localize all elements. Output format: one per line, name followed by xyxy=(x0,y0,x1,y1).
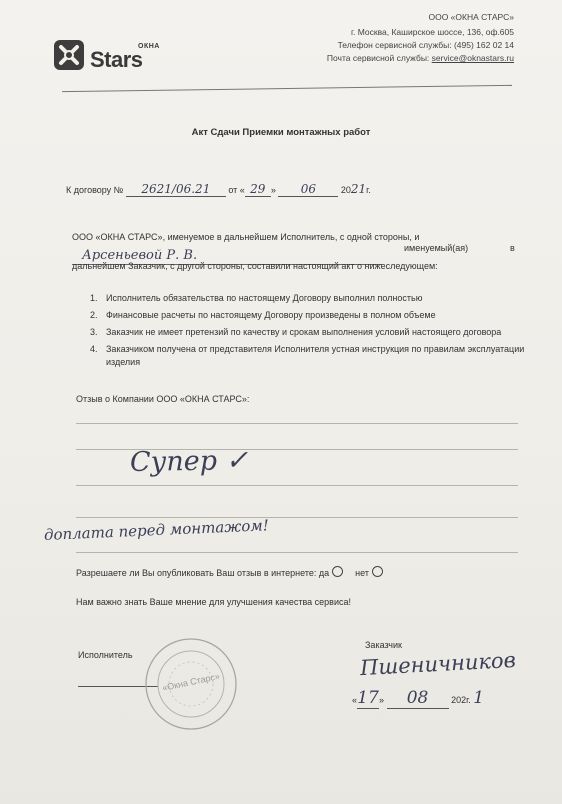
contract-year-prefix: 20 xyxy=(340,185,351,195)
feedback-label: Отзыв о Компании ООО «ОКНА СТАРС»: xyxy=(76,394,250,404)
list-item: 1. Исполнитель обязательства по настоящему Договору выполнил полностью xyxy=(90,293,423,303)
email-link[interactable]: service@oknastars.ru xyxy=(431,53,514,63)
feedback-handwritten-1: Супер ✓ xyxy=(129,444,249,479)
publish-yes-label: да xyxy=(318,568,330,578)
para-line-1: ООО «ОКНА СТАРС», именуемое в дальнейшем Исполнитель, с одной стороны, и xyxy=(72,232,420,242)
customer-name: Арсеньевой Р. В. xyxy=(82,248,198,263)
company-name: ООО «ОКНА СТАРС» xyxy=(428,12,514,22)
feedback-line-5 xyxy=(76,552,518,553)
contract-prefix: К договору № xyxy=(66,185,124,195)
contract-day: 29 xyxy=(245,182,271,197)
feedback-line-4 xyxy=(76,517,518,518)
contract-line xyxy=(66,182,371,197)
contract-year: 21 xyxy=(350,182,367,196)
logo-big-text: Stars xyxy=(90,47,143,72)
contract-number: 2621/06.21 xyxy=(126,182,226,197)
logo-mark-icon xyxy=(52,38,86,72)
document-title: Акт Сдачи Приемки монтажных работ xyxy=(191,127,371,138)
sign-date-open: « xyxy=(352,695,358,705)
publish-question: Разрешаете ли Вы опубликовать Ваш отзыв в интернете: xyxy=(76,568,317,578)
customer-signature: Пшеничников xyxy=(359,647,517,681)
sign-year-suffix: г. xyxy=(466,695,471,705)
company-logo xyxy=(52,38,162,82)
feedback-handwritten-2: доплата перед монтажом! xyxy=(43,516,270,544)
company-phone: Телефон сервисной службы: (495) 162 02 14 xyxy=(337,40,514,50)
para-line-3: дальнейшем Заказчик, с другой стороны, составили настоящий акт о нижеследующем: xyxy=(72,261,438,271)
email-label: Почта сервисной службы: xyxy=(326,53,432,63)
contract-month: 06 xyxy=(278,182,338,197)
logo-small-text: ОКНА xyxy=(138,43,160,50)
contract-mid: » xyxy=(270,185,276,195)
sign-month: 08 xyxy=(387,688,449,709)
customer-label: Заказчик xyxy=(365,640,402,650)
para-named: именуемый(ая) xyxy=(404,243,469,253)
list-item: 3. Заказчик не имеет претензий по качеству и срокам выполнения условий настоящего договора xyxy=(90,327,502,337)
contract-year-suffix: г. xyxy=(366,185,371,195)
publish-question-row xyxy=(76,566,383,578)
executor-label: Исполнитель xyxy=(78,650,133,660)
sign-year-digit: 1 xyxy=(473,688,485,708)
publish-yes-checkbox[interactable] xyxy=(332,566,343,577)
feedback-line-1 xyxy=(76,423,518,424)
terms-list xyxy=(90,292,530,373)
header-divider xyxy=(62,85,512,92)
company-address: г. Москва, Каширское шоссе, 136, оф.605 xyxy=(350,27,514,37)
opinion-note: Нам важно знать Ваше мнение для улучшения качества сервиса! xyxy=(76,597,351,607)
publish-no-label: нет xyxy=(355,568,369,578)
sign-date-close: » xyxy=(379,695,385,705)
publish-no-checkbox[interactable] xyxy=(372,566,383,577)
company-email-row xyxy=(327,53,514,63)
contract-from: от « xyxy=(228,185,245,195)
feedback-line-3 xyxy=(76,485,518,486)
list-item: 4. Заказчиком получена от представителя Исполнителя устная инструкция по правилам эксплуатации изделия xyxy=(90,344,525,367)
sign-day: 17 xyxy=(357,688,379,708)
sign-date-row xyxy=(352,688,484,709)
para-in: в xyxy=(510,243,515,253)
sign-year-prefix: 202 xyxy=(451,695,467,705)
list-item: 2. Финансовые расчеты по настоящему Договору произведены в полном объеме xyxy=(90,310,436,320)
stamp-text: «Окна Старс» xyxy=(161,671,221,693)
